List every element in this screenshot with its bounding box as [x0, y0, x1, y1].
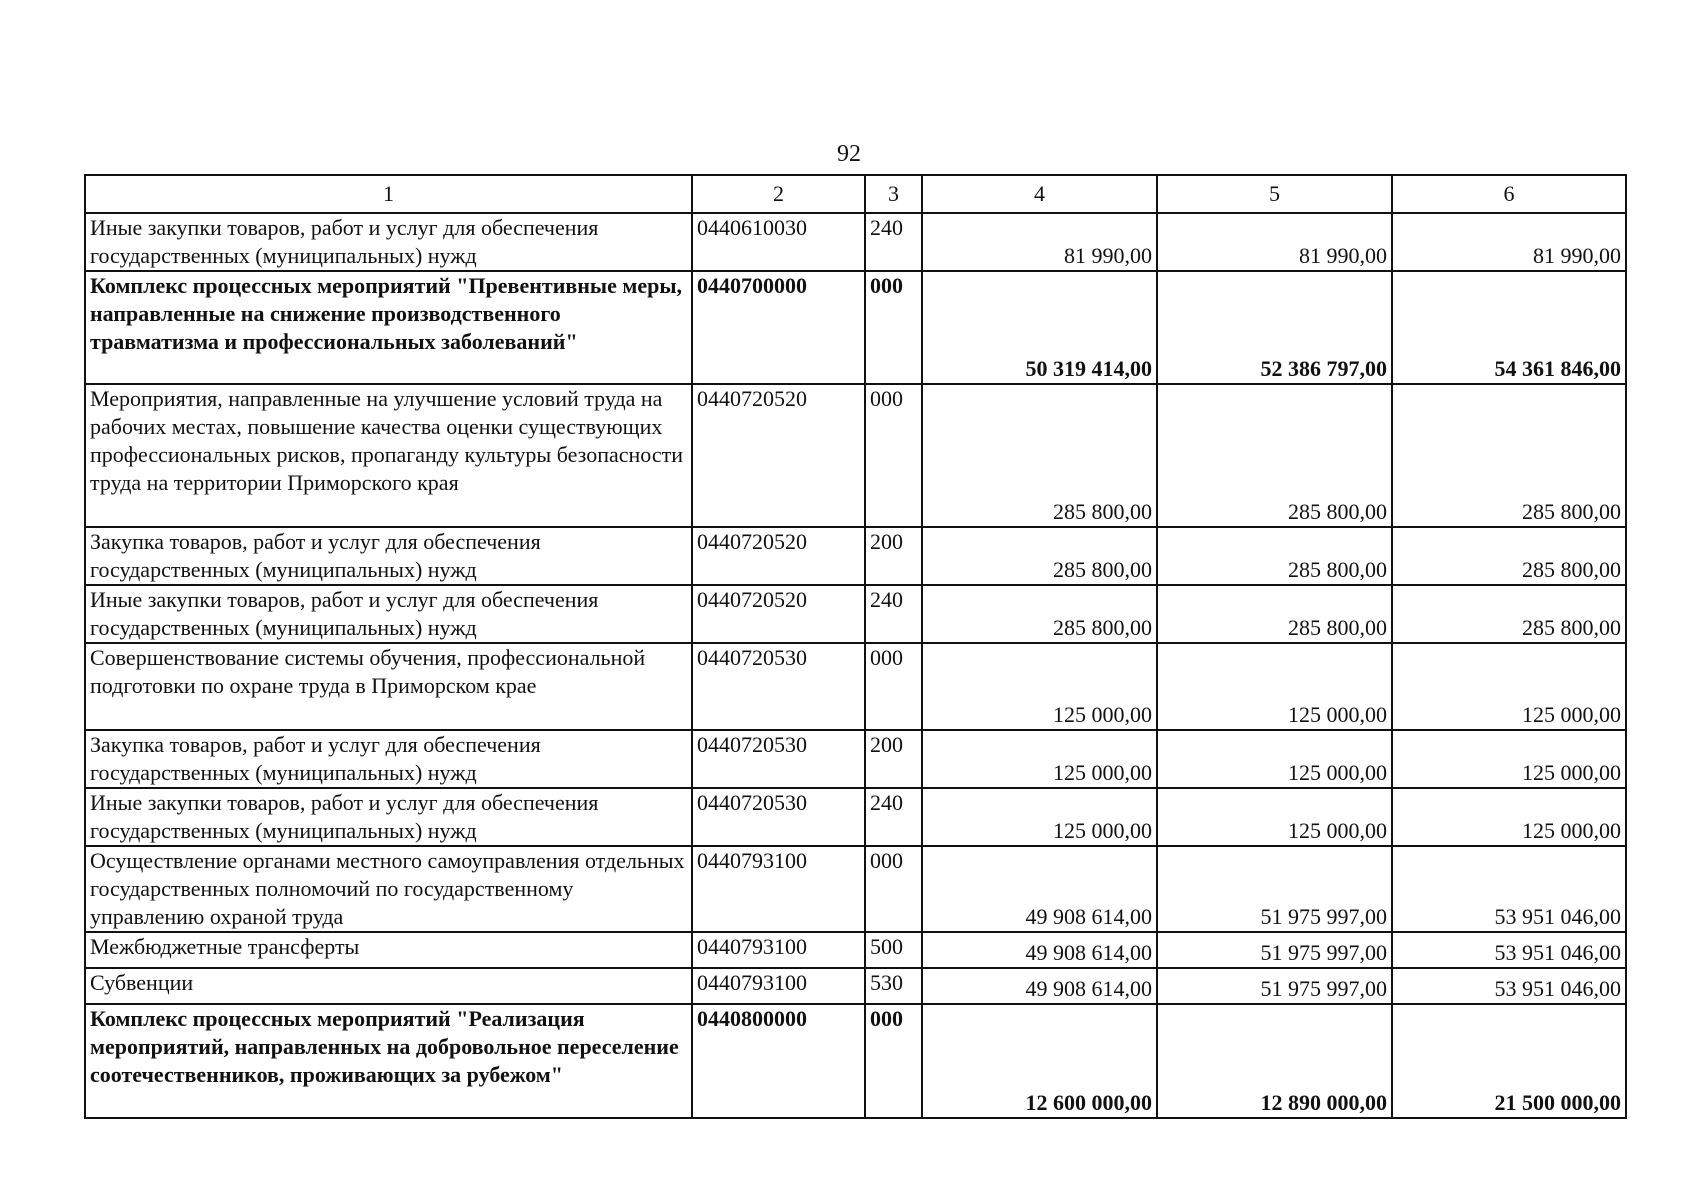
- header-cell: 2: [692, 175, 865, 213]
- row-value-cell: 12 890 000,00: [1157, 1004, 1392, 1118]
- row-code-cell: 0440793100: [692, 968, 865, 1004]
- row-value-cell: 51 975 997,00: [1157, 932, 1392, 968]
- row-type-cell: 530: [865, 968, 922, 1004]
- row-value-cell: 285 800,00: [922, 527, 1157, 585]
- row-code-cell: 0440700000: [692, 271, 865, 384]
- row-value-cell: 53 951 046,00: [1392, 932, 1626, 968]
- table-row: [85, 585, 1626, 643]
- row-type-cell: 200: [865, 730, 922, 788]
- table-row: [85, 730, 1626, 788]
- row-value-cell: 285 800,00: [1157, 527, 1392, 585]
- row-value-cell: 125 000,00: [1157, 643, 1392, 730]
- row-value-cell: 12 600 000,00: [922, 1004, 1157, 1118]
- row-code-cell: 0440720520: [692, 384, 865, 527]
- row-value-cell: 51 975 997,00: [1157, 968, 1392, 1004]
- row-type-cell: 240: [865, 213, 922, 271]
- row-name-cell: Иные закупки товаров, работ и услуг для обеспечения государственных (муниципальных) нужд: [85, 585, 692, 643]
- table-row: [85, 846, 1626, 932]
- row-value-cell: 125 000,00: [1392, 643, 1626, 730]
- header-cell: 5: [1157, 175, 1392, 213]
- row-value-cell: 285 800,00: [1392, 585, 1626, 643]
- row-value-cell: 81 990,00: [922, 213, 1157, 271]
- row-name-cell: Субвенции: [85, 968, 692, 1004]
- header-cell: 1: [85, 175, 692, 213]
- page-number: 92: [837, 141, 861, 167]
- table-body: [85, 213, 1626, 1118]
- row-value-cell: 125 000,00: [1392, 730, 1626, 788]
- row-type-cell: 000: [865, 846, 922, 932]
- row-code-cell: 0440800000: [692, 1004, 865, 1118]
- row-value-cell: 53 951 046,00: [1392, 846, 1626, 932]
- header-row: [85, 175, 1626, 213]
- row-value-cell: 125 000,00: [1157, 788, 1392, 846]
- header-cell: 3: [865, 175, 922, 213]
- table-row: [85, 271, 1626, 384]
- row-value-cell: 125 000,00: [1392, 788, 1626, 846]
- row-type-cell: 200: [865, 527, 922, 585]
- header-cell: 6: [1392, 175, 1626, 213]
- row-value-cell: 54 361 846,00: [1392, 271, 1626, 384]
- row-code-cell: 0440793100: [692, 846, 865, 932]
- row-type-cell: 000: [865, 384, 922, 527]
- row-value-cell: 50 319 414,00: [922, 271, 1157, 384]
- row-code-cell: 0440610030: [692, 213, 865, 271]
- row-value-cell: 125 000,00: [922, 730, 1157, 788]
- row-value-cell: 285 800,00: [1392, 384, 1626, 527]
- row-value-cell: 21 500 000,00: [1392, 1004, 1626, 1118]
- row-value-cell: 51 975 997,00: [1157, 846, 1392, 932]
- row-value-cell: 52 386 797,00: [1157, 271, 1392, 384]
- row-code-cell: 0440720530: [692, 643, 865, 730]
- row-value-cell: 285 800,00: [1157, 585, 1392, 643]
- row-type-cell: 000: [865, 271, 922, 384]
- row-value-cell: 53 951 046,00: [1392, 968, 1626, 1004]
- row-name-cell: Мероприятия, направленные на улучшение условий труда на рабочих местах, повышение качества оценки существующих профессиональных рисков, пропаганду культуры безопасности труда на территории Приморского края: [85, 384, 692, 527]
- row-code-cell: 0440720530: [692, 788, 865, 846]
- row-code-cell: 0440720520: [692, 585, 865, 643]
- row-code-cell: 0440720520: [692, 527, 865, 585]
- row-value-cell: 285 800,00: [1157, 384, 1392, 527]
- table-row: [85, 643, 1626, 730]
- table-row: [85, 384, 1626, 527]
- row-value-cell: 285 800,00: [1392, 527, 1626, 585]
- budget-table: [84, 174, 1627, 1119]
- row-code-cell: 0440793100: [692, 932, 865, 968]
- row-name-cell: Осуществление органами местного самоуправления отдельных государственных полномочий по государственному управлению охраной труда: [85, 846, 692, 932]
- row-value-cell: 285 800,00: [922, 384, 1157, 527]
- row-value-cell: 125 000,00: [1157, 730, 1392, 788]
- row-value-cell: 49 908 614,00: [922, 846, 1157, 932]
- row-name-cell: Иные закупки товаров, работ и услуг для обеспечения государственных (муниципальных) нужд: [85, 213, 692, 271]
- row-value-cell: 285 800,00: [922, 585, 1157, 643]
- row-type-cell: 000: [865, 643, 922, 730]
- table-row: [85, 527, 1626, 585]
- row-value-cell: 49 908 614,00: [922, 968, 1157, 1004]
- row-value-cell: 125 000,00: [922, 788, 1157, 846]
- row-type-cell: 240: [865, 788, 922, 846]
- table-row: [85, 1004, 1626, 1118]
- row-name-cell: Закупка товаров, работ и услуг для обеспечения государственных (муниципальных) нужд: [85, 527, 692, 585]
- row-type-cell: 000: [865, 1004, 922, 1118]
- header-cell: 4: [922, 175, 1157, 213]
- row-name-cell: Совершенствование системы обучения, профессиональной подготовки по охране труда в Приморском крае: [85, 643, 692, 730]
- row-value-cell: 81 990,00: [1392, 213, 1626, 271]
- row-type-cell: 500: [865, 932, 922, 968]
- row-code-cell: 0440720530: [692, 730, 865, 788]
- row-name-cell: Комплекс процессных мероприятий "Реализация мероприятий, направленных на добровольное переселение соотечественников, проживающих за рубежом": [85, 1004, 692, 1118]
- row-value-cell: 49 908 614,00: [922, 932, 1157, 968]
- table-row: [85, 968, 1626, 1004]
- row-value-cell: 81 990,00: [1157, 213, 1392, 271]
- row-name-cell: Комплекс процессных мероприятий "Превентивные меры, направленные на снижение производственного травматизма и профессиональных заболеваний": [85, 271, 692, 384]
- row-value-cell: 125 000,00: [922, 643, 1157, 730]
- table-row: [85, 788, 1626, 846]
- table-row: [85, 213, 1626, 271]
- row-name-cell: Межбюджетные трансферты: [85, 932, 692, 968]
- row-name-cell: Закупка товаров, работ и услуг для обеспечения государственных (муниципальных) нужд: [85, 730, 692, 788]
- table-row: [85, 932, 1626, 968]
- row-name-cell: Иные закупки товаров, работ и услуг для обеспечения государственных (муниципальных) нужд: [85, 788, 692, 846]
- row-type-cell: 240: [865, 585, 922, 643]
